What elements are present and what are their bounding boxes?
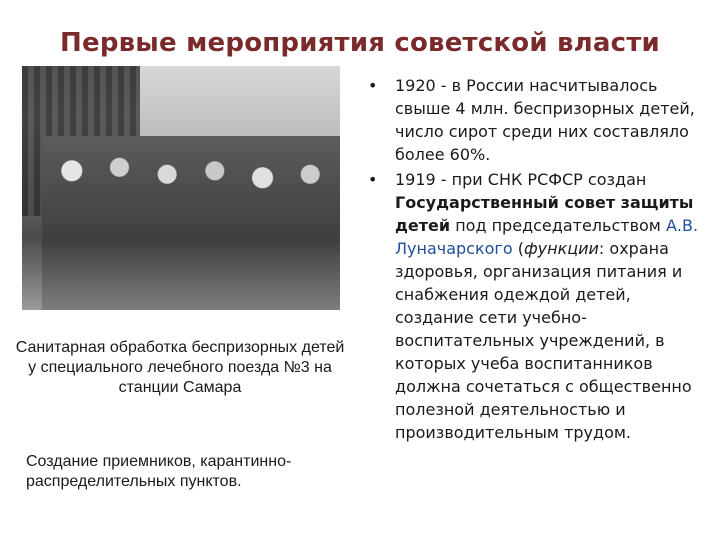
bullet-icon: • <box>368 170 378 189</box>
historical-photo <box>22 66 340 310</box>
note-text: Создание приемников, карантинно-распределительных пунктов. <box>26 453 292 490</box>
bullet-item-1920 <box>368 74 708 166</box>
functions-label: функции <box>523 239 599 258</box>
person-name: А.В. Луначарского <box>395 216 699 258</box>
council-name: Государственный совет защиты детей <box>395 193 694 235</box>
bullet-item-1919 <box>368 168 708 444</box>
bullet-text-part3: ( <box>512 239 524 258</box>
photo-caption: Санитарная обработка беспризорных детей у специального лечебного поезда №3 на станции Самара <box>15 339 345 396</box>
bullet-list <box>368 74 708 446</box>
bullet-text-part1: 1919 - при СНК РСФСР создан <box>395 170 647 189</box>
bullet-text-part4: : охрана здоровья, организация питания и снабжения одеждой детей, создание сети учебно-воспитательных учреждений, в которых учеба воспитанников должна сочетаться с общественно полезной деятельностью и производительным трудом. <box>395 239 692 442</box>
bullet-text: 1920 - в России насчитывалось свыше 4 млн. беспризорных детей, число сирот среди них составляло более 60%. <box>395 76 695 164</box>
children-crowd <box>42 136 340 310</box>
bullet-icon: • <box>368 76 378 95</box>
slide-title: Первые мероприятия советской власти <box>60 28 660 58</box>
sky <box>140 66 340 136</box>
bullet-text-part2: под председательством <box>450 216 666 235</box>
